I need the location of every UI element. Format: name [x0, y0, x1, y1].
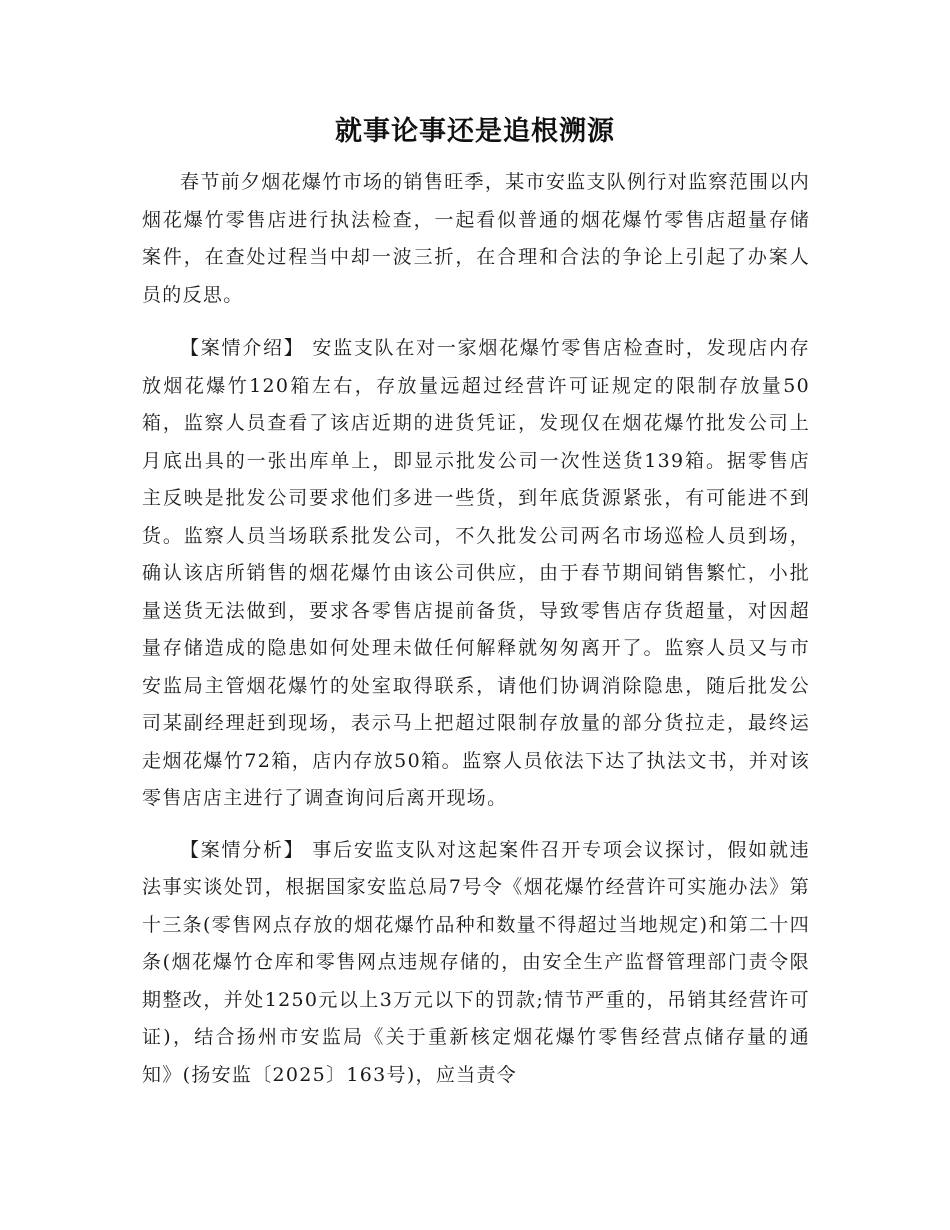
document-title: 就事论事还是追根溯源 [335, 116, 615, 147]
paragraph-intro: 春节前夕烟花爆竹市场的销售旺季，某市安监支队例行对监察范围以内烟花爆竹零售店进行执法检查，一起看似普通的烟花爆竹零售店超量存储案件，在查处过程当中却一波三折，在合理和合法的争论上引起了办案人员的反思。 [142, 171, 810, 306]
document-body [142, 164, 810, 1108]
paragraph-case-analysis: 【案情分析】 事后安监支队对这起案件召开专项会议探讨，假如就违法事实谈处罚，根据国家安监总局7号令《烟花爆竹经营许可实施办法》第十三条(零售网点存放的烟花爆竹品种和数量不得超过当地规定)和第二十四条(烟花爆竹仓库和零售网点违规存储的，由安全生产监督管理部门责令限期整改，并处1250元以上3万元以下的罚款;情节严重的，吊销其经营许可证)，结合扬州市安监局《关于重新核定烟花爆竹零售经营点储存量的通知》(扬安监〔2025〕163号)，应当责令 [142, 838, 810, 1086]
paragraph-case-introduction: 【案情介绍】 安监支队在对一家烟花爆竹零售店检查时，发现店内存放烟花爆竹120箱左右，存放量远超过经营许可证规定的限制存放量50箱，监察人员查看了该店近期的进货凭证，发现仅在烟花爆竹批发公司上月底出具的一张出库单上，即显示批发公司一次性送货139箱。据零售店主反映是批发公司要求他们多进一些货，到年底货源紧张，有可能进不到货。监察人员当场联系批发公司，不久批发公司两名市场巡检人员到场，确认该店所销售的烟花爆竹由该公司供应，由于春节期间销售繁忙，小批量送货无法做到，要求各零售店提前备货，导致零售店存货超量，对因超量存储造成的隐患如何处理未做任何解释就匆匆离开了。监察人员又与市安监局主管烟花爆竹的处室取得联系，请他们协调消除隐患，随后批发公司某副经理赶到现场，表示马上把超过限制存放量的部分货拉走，最终运走烟花爆竹72箱，店内存放50箱。监察人员依法下达了执法文书，并对该零售店店主进行了调查询问后离开现场。 [142, 337, 810, 809]
